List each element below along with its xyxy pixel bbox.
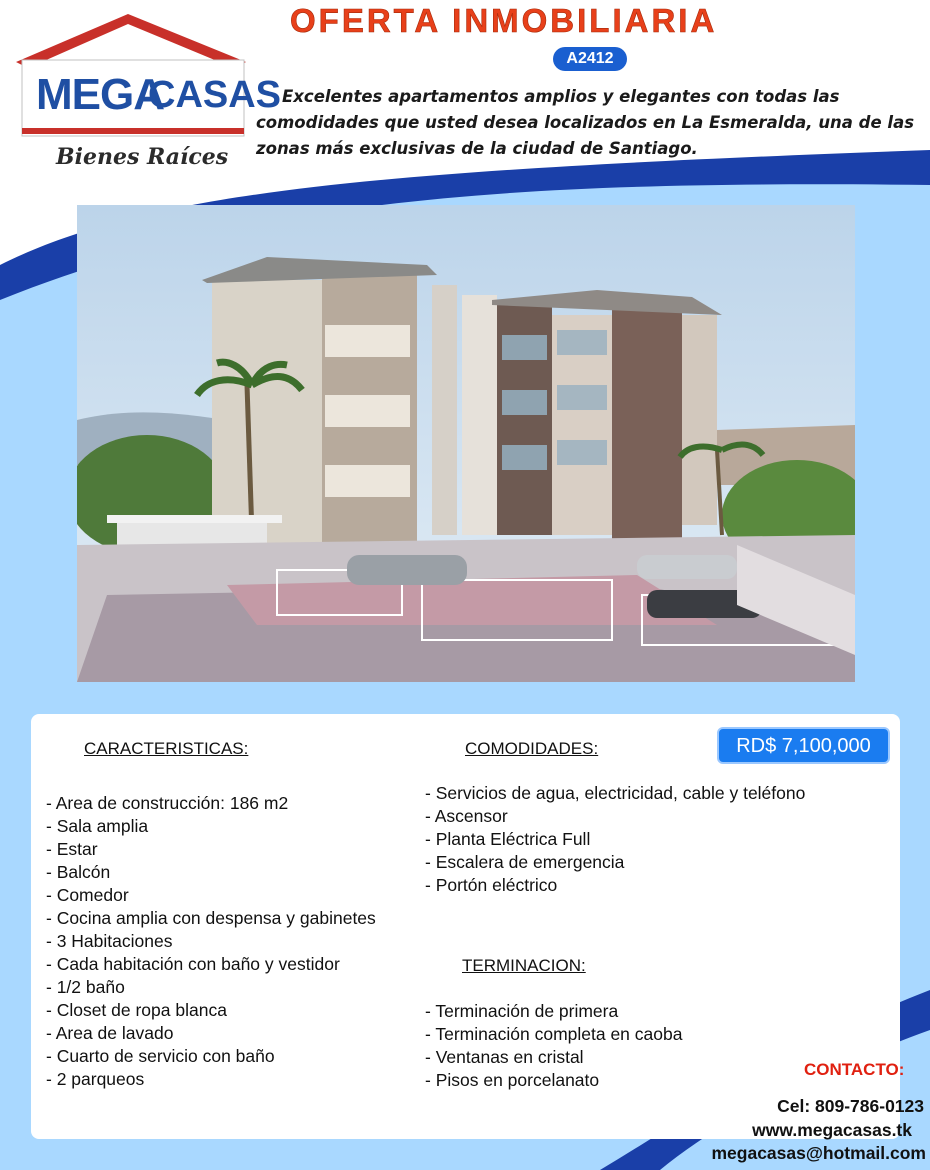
list-item: - Ascensor: [425, 806, 508, 826]
list-item: - 1/2 baño: [46, 977, 125, 997]
list-item: - Comedor: [46, 885, 129, 905]
list-item: - Servicios de agua, electricidad, cable y teléfono: [425, 783, 806, 803]
contact-website[interactable]: www.megacasas.tk: [752, 1120, 912, 1140]
list-item: - 2 parqueos: [46, 1069, 145, 1089]
logo-subtitle: Bienes Raíces: [56, 144, 229, 170]
list-item: - Cuarto de servicio con baño: [46, 1046, 275, 1066]
list-item: - Closet de ropa blanca: [46, 1000, 227, 1020]
logo-mega-text: MEGA: [36, 70, 164, 119]
intro-text: Excelentes apartamentos amplios y elegantes con todas las comodidades que usted desea localizados en La Esmeralda, una de las zonas más exclusivas de la ciudad de Santiago.: [256, 87, 915, 158]
list-item: - Cada habitación con baño y vestidor: [46, 954, 340, 974]
list-item: - Portón eléctrico: [425, 875, 558, 895]
comodidades-list: [425, 782, 805, 897]
logo-casas-text: CASAS: [148, 74, 282, 116]
contact-email[interactable]: megacasas@hotmail.com: [711, 1143, 926, 1163]
list-item: - Area de construcción: 186 m2: [46, 793, 289, 813]
list-item: - Sala amplia: [46, 816, 149, 836]
contact-phone: Cel: 809-786-0123: [777, 1096, 924, 1116]
list-item: - Planta Eléctrica Full: [425, 829, 591, 849]
list-item: - Escalera de emergencia: [425, 852, 625, 872]
list-item: - Estar: [46, 839, 98, 859]
comodidades-heading: COMODIDADES:: [465, 739, 599, 758]
list-item: - Terminación completa en caoba: [425, 1024, 683, 1044]
list-item: - Terminación de primera: [425, 1001, 619, 1021]
terminacion-list: [425, 1000, 682, 1092]
list-item: - Ventanas en cristal: [425, 1047, 584, 1067]
building-photo: [77, 205, 855, 682]
caracteristicas-list: [46, 792, 376, 1091]
list-item: - 3 Habitaciones: [46, 931, 173, 951]
contact-label: CONTACTO:: [804, 1060, 905, 1079]
terminacion-heading: TERMINACION:: [462, 956, 586, 975]
list-item: - Cocina amplia con despensa y gabinetes: [46, 908, 376, 928]
megacasas-logo: [10, 12, 282, 170]
list-item: - Area de lavado: [46, 1023, 174, 1043]
list-item: - Balcón: [46, 862, 111, 882]
list-item: - Pisos en porcelanato: [425, 1070, 600, 1090]
caracteristicas-heading: CARACTERISTICAS:: [84, 739, 249, 758]
listing-code-badge: A2412: [553, 47, 627, 71]
page-title: OFERTA INMOBILIARIA: [290, 2, 718, 39]
price-badge: RD$ 7,100,000: [717, 727, 890, 764]
